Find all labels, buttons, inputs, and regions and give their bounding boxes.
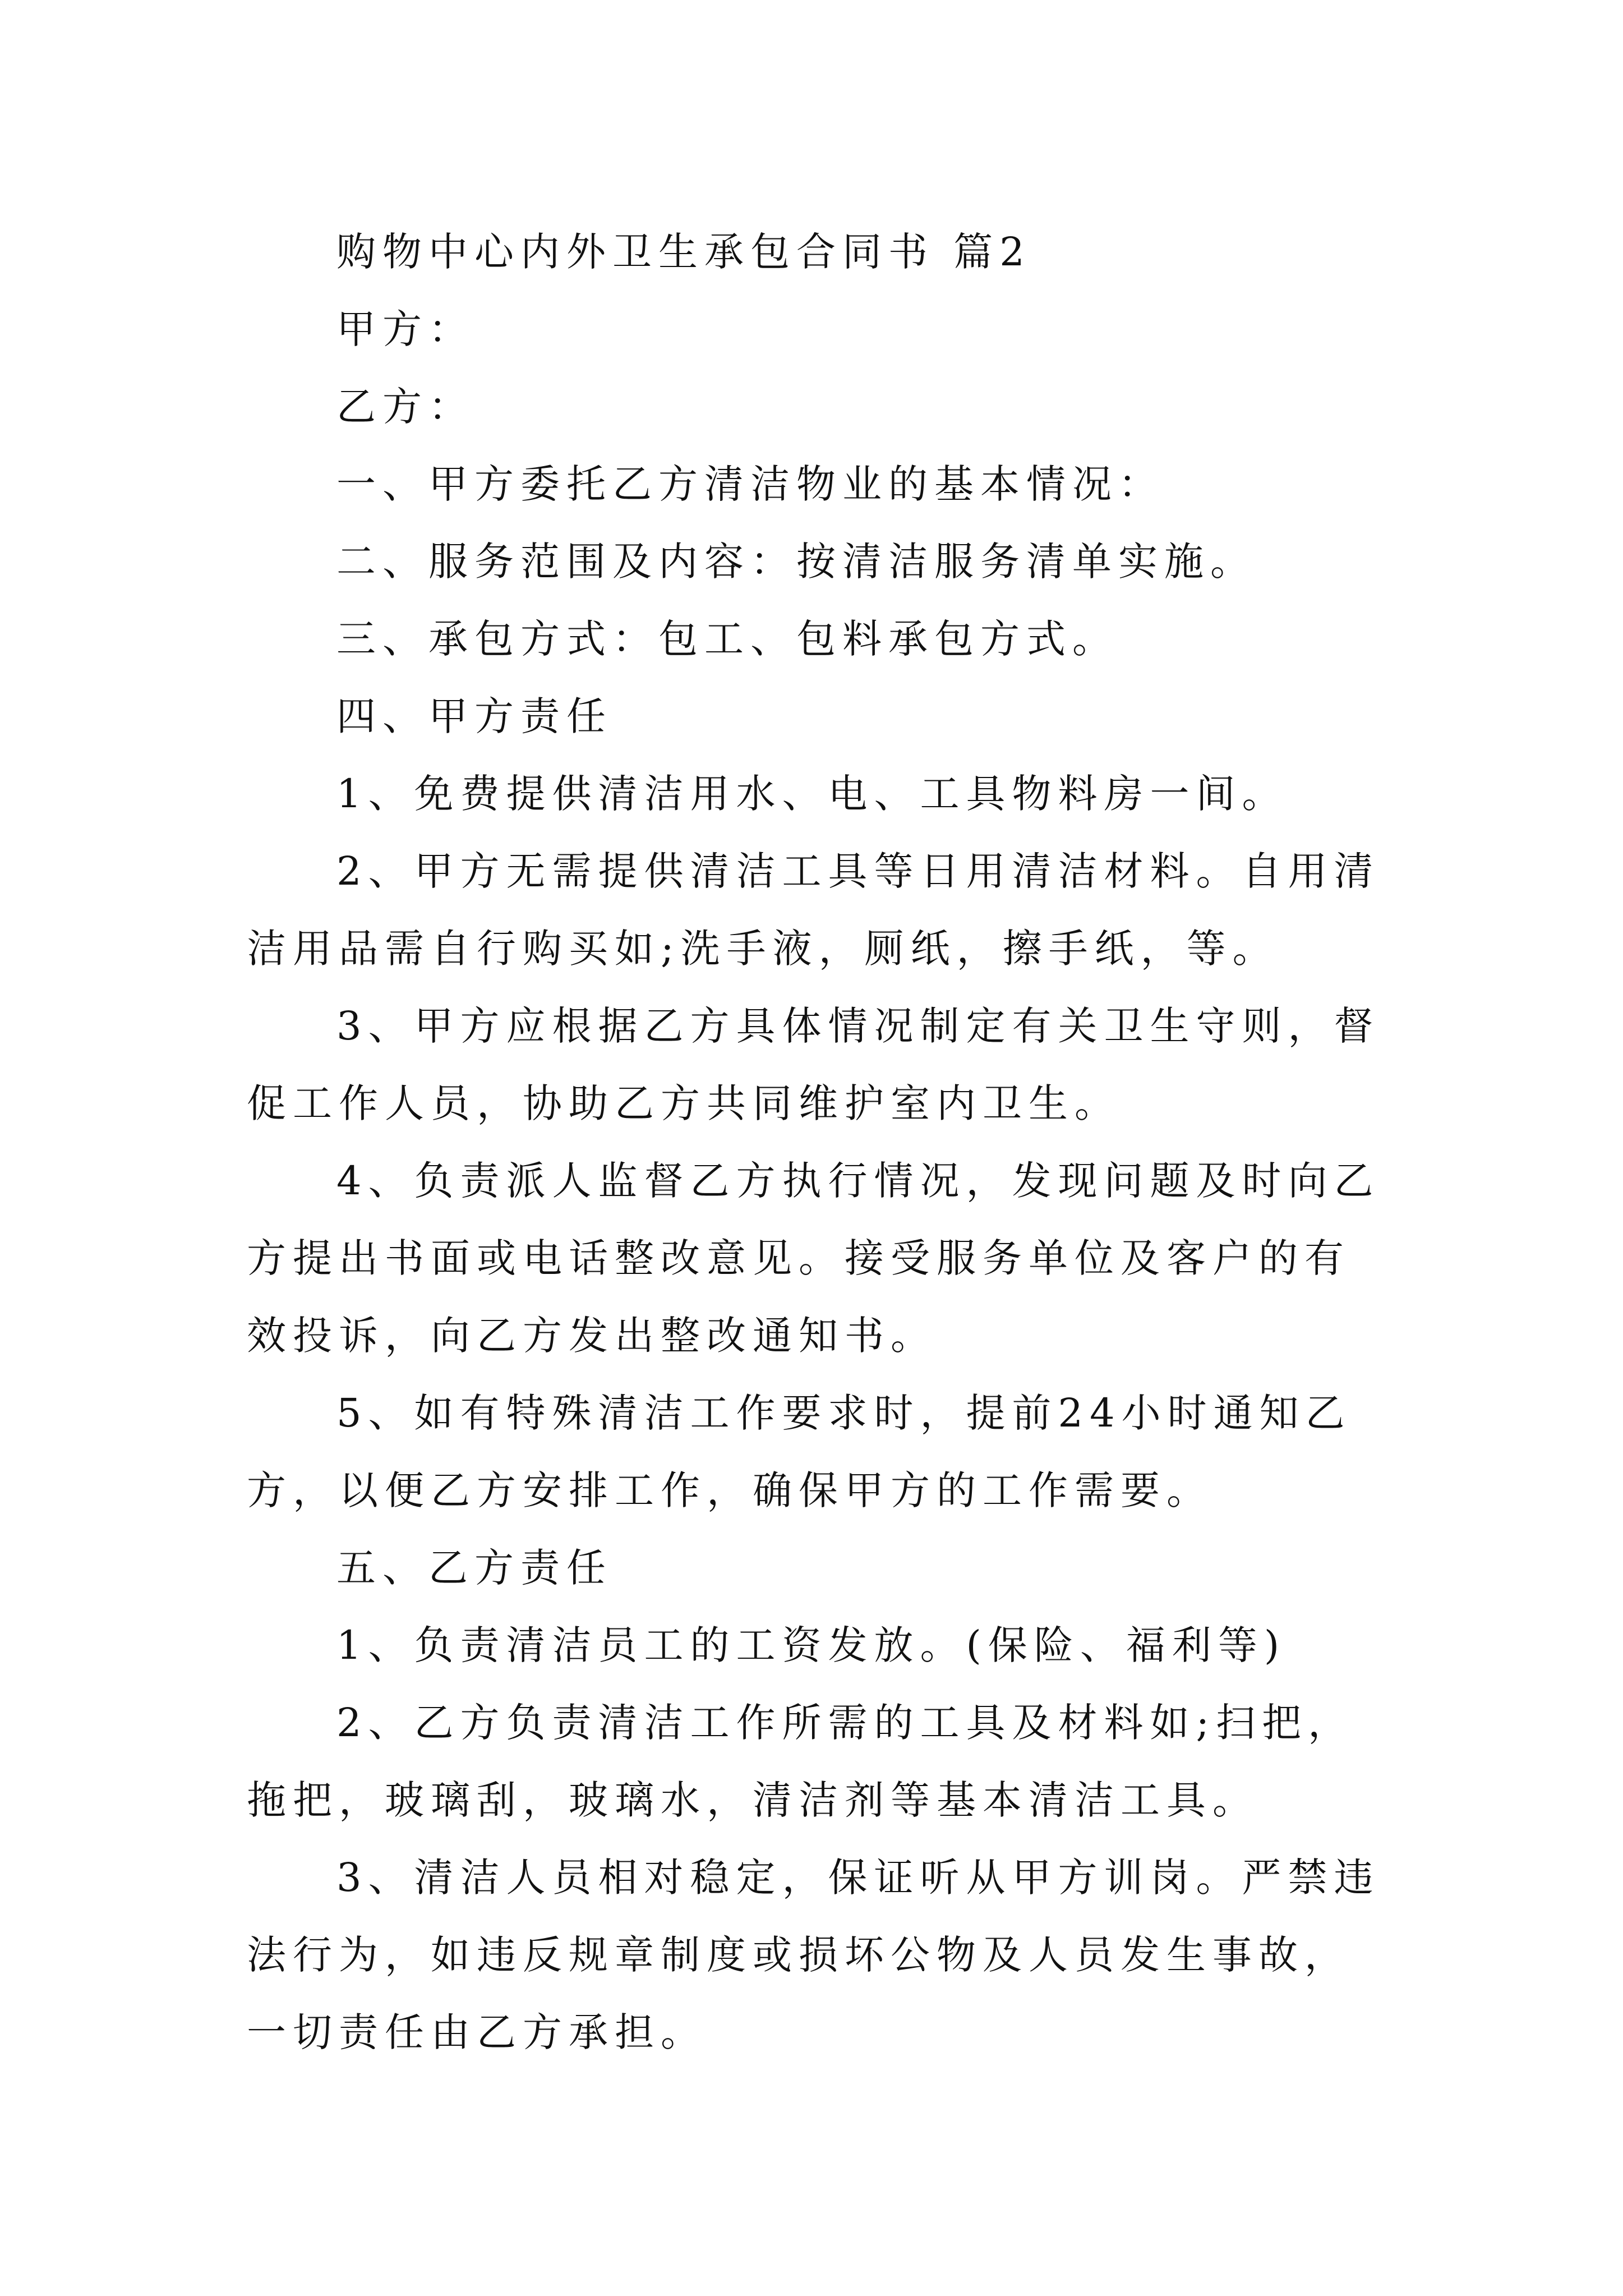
- document-body: [247, 213, 1385, 2071]
- section-4-heading: 四、甲方责任: [336, 693, 612, 739]
- clause-paragraph: 1、负责清洁员工的工资发放。(保险、福利等): [336, 1622, 1287, 1668]
- party-a-line: 甲方：: [336, 306, 474, 352]
- clause-paragraph: 2、乙方负责清洁工作所需的工具及材料如;扫把，拖把，玻璃刮，玻璃水，清洁剂等基本清洁工具。: [247, 1700, 1354, 1823]
- clause-paragraph: 4、负责派人监督乙方执行情况，发现问题及时向乙方提出书面或电话整改意见。接受服务单位及客户的有效投诉，向乙方发出整改通知书。: [247, 1158, 1380, 1359]
- clause-paragraph: 2、甲方无需提供清洁工具等日用清洁材料。自用清洁用品需自行购买如;洗手液，厕纸，擦手纸，等。: [247, 848, 1380, 972]
- section-3-heading: 三、承包方式：包工、包料承包方式。: [336, 616, 1118, 662]
- section-2-heading: 二、服务范围及内容：按清洁服务清单实施。: [336, 539, 1256, 585]
- party-b-line: 乙方：: [336, 384, 474, 430]
- clause-paragraph: 1、免费提供清洁用水、电、工具物料房一间。: [336, 771, 1288, 817]
- document-title: 购物中心内外卫生承包合同书 篇2: [336, 229, 1031, 275]
- clause-paragraph: 3、清洁人员相对稳定，保证听从甲方训岗。严禁违法行为，如违反规章制度或损坏公物及人员发生事故，一切责任由乙方承担。: [247, 1855, 1380, 2055]
- section-1-heading: 一、甲方委托乙方清洁物业的基本情况：: [336, 461, 1164, 507]
- clause-paragraph: 3、甲方应根据乙方具体情况制定有关卫生守则，督促工作人员，协助乙方共同维护室内卫生。: [247, 1003, 1380, 1126]
- clause-paragraph: 5、如有特殊清洁工作要求时，提前24小时通知乙方，以便乙方安排工作，确保甲方的工作需要。: [247, 1390, 1352, 1513]
- section-5-heading: 五、乙方责任: [336, 1545, 612, 1591]
